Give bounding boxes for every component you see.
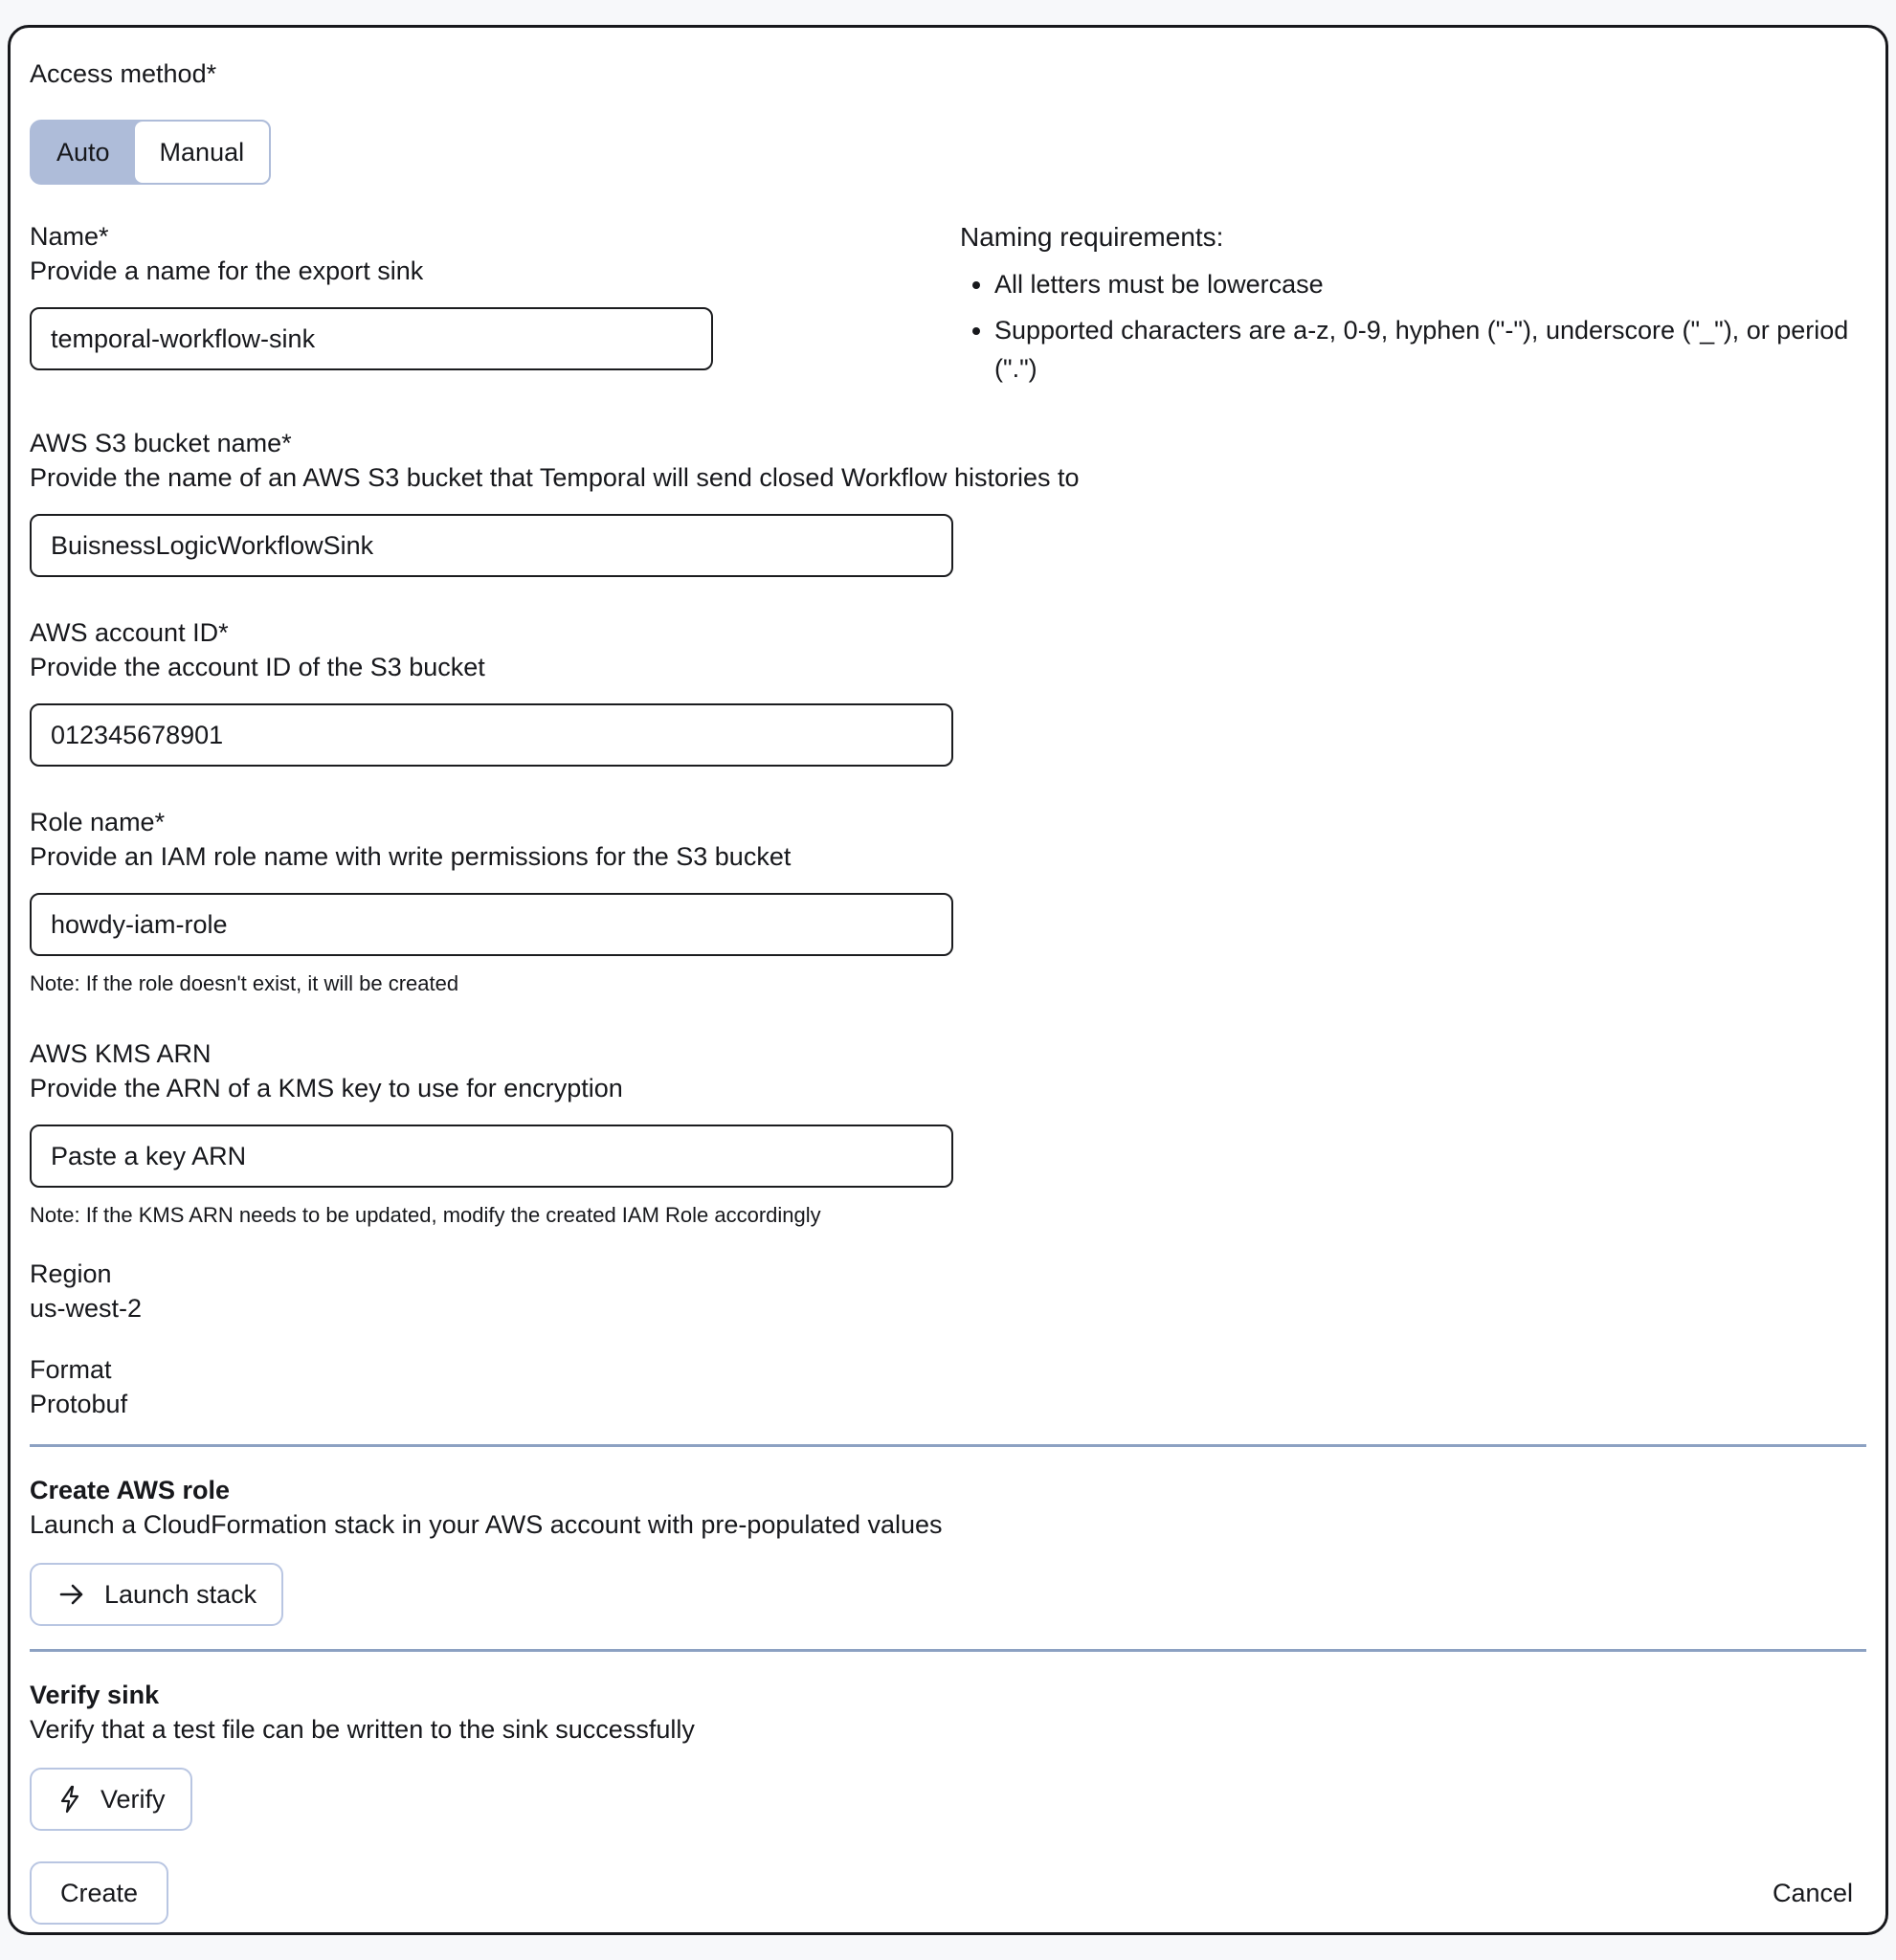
format-label: Format [30, 1355, 112, 1384]
kms-arn-label: AWS KMS ARN [30, 1039, 212, 1068]
name-input[interactable] [30, 307, 713, 370]
name-and-requirements-row [30, 219, 1866, 388]
name-description: Provide a name for the export sink [30, 256, 424, 285]
account-id-description: Provide the account ID of the S3 bucket [30, 653, 485, 681]
access-method-option-manual[interactable]: Manual [133, 120, 272, 185]
naming-requirement-item: • All letters must be lowercase [994, 265, 1866, 303]
naming-requirement-item: • Supported characters are a-z, 0-9, hyphen ("-"), underscore ("_"), or period (".") [994, 311, 1866, 388]
form-actions [30, 1861, 1866, 1925]
format-value: Protobuf [30, 1390, 128, 1418]
naming-requirements-title: Naming requirements: [960, 222, 1224, 252]
create-aws-role-title: Create AWS role [30, 1476, 231, 1504]
kms-arn-description: Provide the ARN of a KMS key to use for encryption [30, 1074, 623, 1102]
verify-button[interactable] [30, 1768, 192, 1831]
role-name-input[interactable] [30, 893, 953, 956]
export-sink-form-card [8, 25, 1888, 1935]
verify-sink-section [30, 1678, 1866, 1831]
role-name-note: Note: If the role doesn't exist, it will be created [30, 971, 459, 995]
naming-requirements [960, 219, 1866, 388]
kms-arn-note: Note: If the KMS ARN needs to be updated, modify the created IAM Role accordingly [30, 1203, 821, 1227]
cancel-button[interactable]: Cancel [1767, 1878, 1859, 1909]
create-aws-role-description: Launch a CloudFormation stack in your AWS account with pre-populated values [30, 1510, 943, 1539]
region-value: us-west-2 [30, 1294, 143, 1323]
account-id-label: AWS account ID* [30, 618, 229, 647]
bucket-input[interactable] [30, 514, 953, 577]
create-aws-role-section [30, 1473, 1866, 1626]
kms-arn-field-group [30, 1036, 1866, 1230]
format-group [30, 1352, 1866, 1421]
role-name-label: Role name* [30, 808, 166, 836]
role-name-field-group [30, 805, 1866, 998]
access-method-toggle [30, 120, 271, 185]
name-field-group [30, 219, 713, 388]
launch-stack-button[interactable] [30, 1563, 283, 1626]
lightning-bolt-icon [56, 1785, 83, 1814]
account-id-field-group [30, 615, 1866, 767]
bucket-label: AWS S3 bucket name* [30, 429, 292, 457]
kms-arn-input[interactable] [30, 1125, 953, 1188]
create-button[interactable] [30, 1861, 168, 1925]
verify-button-label: Verify [100, 1785, 166, 1814]
access-method-option-auto[interactable]: Auto [56, 138, 110, 167]
bucket-description: Provide the name of an AWS S3 bucket that Temporal will send closed Workflow histories to [30, 463, 1080, 492]
name-label: Name* [30, 222, 109, 251]
create-button-label: Create [60, 1879, 139, 1907]
access-method-label: Access method* [30, 59, 217, 88]
bucket-field-group [30, 426, 1866, 577]
region-label: Region [30, 1259, 112, 1288]
verify-sink-title: Verify sink [30, 1681, 160, 1709]
naming-requirements-list [960, 265, 1866, 388]
launch-stack-button-label: Launch stack [104, 1580, 257, 1609]
verify-sink-description: Verify that a test file can be written to the sink successfully [30, 1715, 695, 1744]
region-group [30, 1257, 1866, 1325]
divider [30, 1649, 1866, 1652]
account-id-input[interactable] [30, 703, 953, 767]
role-name-description: Provide an IAM role name with write permissions for the S3 bucket [30, 842, 792, 871]
divider [30, 1444, 1866, 1447]
arrow-right-icon [56, 1579, 87, 1610]
